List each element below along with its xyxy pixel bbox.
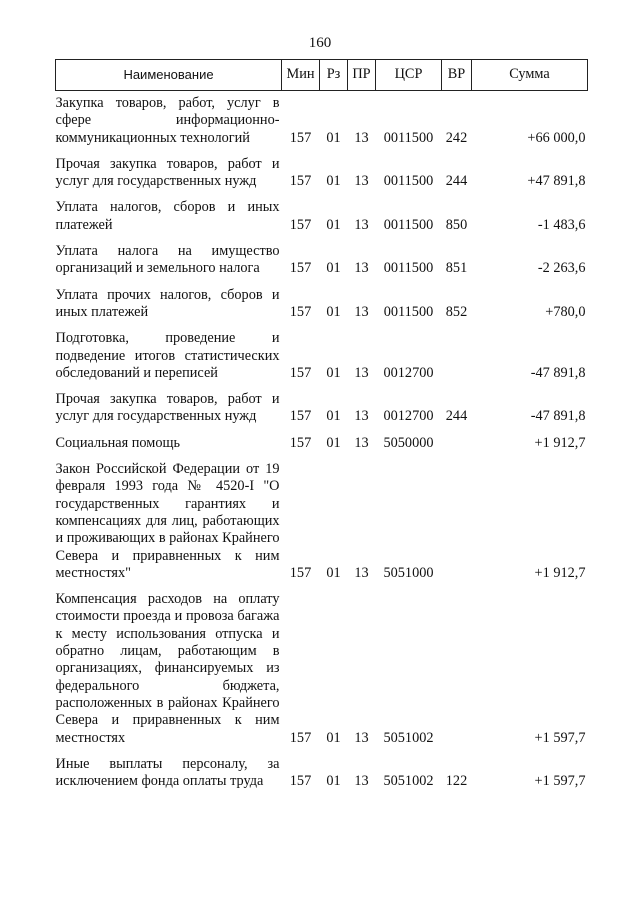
- cell-vr: [442, 326, 472, 387]
- cell-sum: -47 891,8: [530, 408, 586, 425]
- cell-min: 157: [289, 773, 312, 790]
- cell-pr: 13: [354, 129, 369, 146]
- cell-rz: 01: [326, 408, 341, 425]
- cell-vr: 242: [445, 129, 468, 146]
- cell-csr: 0011500: [383, 216, 434, 233]
- cell-name: Социальная помощь: [55, 434, 181, 451]
- cell-csr: 0011500: [383, 129, 434, 146]
- table-row: [56, 283, 588, 327]
- cell-sum: +66 000,0: [527, 129, 586, 146]
- cell-csr: 5051000: [383, 564, 434, 581]
- cell-pr: 13: [354, 729, 369, 746]
- table-row: [56, 91, 588, 152]
- cell-sum: -1 483,6: [537, 216, 586, 233]
- cell-pr: 13: [354, 564, 369, 581]
- cell-sum: +47 891,8: [527, 173, 586, 190]
- cell-csr: 5051002: [383, 729, 434, 746]
- table-row: [56, 152, 588, 196]
- cell-min: 157: [289, 564, 312, 581]
- cell-vr: 244: [445, 173, 468, 190]
- cell-pr: 13: [354, 173, 369, 190]
- cell-csr: 5051002: [383, 773, 434, 790]
- table-row: [56, 431, 588, 457]
- cell-sum: -2 263,6: [537, 260, 586, 277]
- cell-rz: 01: [326, 129, 341, 146]
- cell-rz: 01: [326, 773, 341, 790]
- cell-vr: 851: [445, 260, 468, 277]
- table-body: [56, 91, 588, 796]
- header-pr: ПР: [348, 60, 376, 91]
- cell-csr: 0011500: [383, 173, 434, 190]
- cell-csr: 0011500: [383, 303, 434, 320]
- cell-sum: +780,0: [545, 303, 586, 320]
- cell-sum: -47 891,8: [530, 364, 586, 381]
- page-number: 160: [308, 35, 332, 51]
- table-row: [56, 239, 588, 283]
- cell-min: 157: [289, 364, 312, 381]
- cell-csr: 5050000: [383, 434, 434, 451]
- cell-min: 157: [289, 173, 312, 190]
- cell-name: Уплата прочих налогов, сборов и иных платежей: [55, 286, 280, 320]
- table-row: [56, 387, 588, 431]
- cell-pr: 13: [354, 216, 369, 233]
- cell-rz: 01: [326, 260, 341, 277]
- cell-name: Закупка товаров, работ, услуг в сфере информационно-коммуникационных технологий: [55, 95, 280, 146]
- cell-vr: [442, 457, 472, 587]
- cell-name: Уплата налогов, сборов и иных платежей: [55, 199, 280, 233]
- cell-rz: 01: [326, 434, 341, 451]
- cell-pr: 13: [354, 773, 369, 790]
- cell-min: 157: [289, 129, 312, 146]
- table-row: [56, 326, 588, 387]
- table-row: [56, 587, 588, 752]
- cell-vr: 852: [445, 303, 468, 320]
- table-row: [56, 457, 588, 587]
- cell-pr: 13: [354, 434, 369, 451]
- cell-pr: 13: [354, 364, 369, 381]
- cell-name: Подготовка, проведение и подведение итогов статистических обследований и переписей: [55, 330, 280, 381]
- header-sum: Сумма: [472, 60, 588, 91]
- cell-vr: [442, 587, 472, 752]
- cell-name: Закон Российской Федерации от 19 февраля 1993 года № 4520-I "О государственных гарантиях и компенсациях для лиц, работающих и проживающих в районах Крайнего Севера и приравненных к ним местностях": [55, 461, 280, 581]
- header-min: Мин: [282, 60, 320, 91]
- header-rz: Рз: [320, 60, 348, 91]
- header-csr: ЦСР: [376, 60, 442, 91]
- cell-name: Прочая закупка товаров, работ и услуг для государственных нужд: [55, 391, 280, 425]
- cell-min: 157: [289, 408, 312, 425]
- cell-pr: 13: [354, 408, 369, 425]
- cell-min: 157: [289, 729, 312, 746]
- cell-min: 157: [289, 216, 312, 233]
- cell-rz: 01: [326, 216, 341, 233]
- table-row: [56, 195, 588, 239]
- table-row: [56, 752, 588, 796]
- header-vr: ВР: [442, 60, 472, 91]
- cell-name: Иные выплаты персоналу, за исключением фонда оплаты труда: [55, 755, 280, 790]
- cell-csr: 0012700: [383, 364, 434, 381]
- cell-sum: +1 912,7: [534, 434, 586, 451]
- cell-sum: +1 597,7: [534, 729, 586, 746]
- header-name: Наименование: [56, 60, 282, 91]
- cell-rz: 01: [326, 303, 341, 320]
- cell-vr: 122: [445, 773, 468, 790]
- cell-vr: 244: [445, 408, 468, 425]
- cell-rz: 01: [326, 173, 341, 190]
- cell-min: 157: [289, 434, 312, 451]
- cell-pr: 13: [354, 303, 369, 320]
- cell-name: Компенсация расходов на оплату стоимости проезда и провоза багажа к месту использования отпуска и обратно лицам, работающим в организациях, финансируемых из федерального бюджета, расположенных в районах Крайнего Севера и приравненных к ним местностях: [55, 591, 280, 746]
- cell-sum: +1 597,7: [534, 773, 586, 790]
- budget-table: [55, 59, 588, 795]
- cell-min: 157: [289, 303, 312, 320]
- cell-rz: 01: [326, 564, 341, 581]
- cell-name: Уплата налога на имущество организаций и земельного налога: [55, 243, 280, 277]
- cell-vr: 850: [445, 216, 468, 233]
- cell-csr: 0011500: [383, 260, 434, 277]
- cell-rz: 01: [326, 364, 341, 381]
- cell-rz: 01: [326, 729, 341, 746]
- cell-vr: [442, 431, 472, 457]
- cell-pr: 13: [354, 260, 369, 277]
- cell-csr: 0012700: [383, 408, 434, 425]
- cell-min: 157: [289, 260, 312, 277]
- cell-sum: +1 912,7: [534, 564, 586, 581]
- cell-name: Прочая закупка товаров, работ и услуг для государственных нужд: [55, 155, 280, 190]
- table-header: [56, 60, 588, 91]
